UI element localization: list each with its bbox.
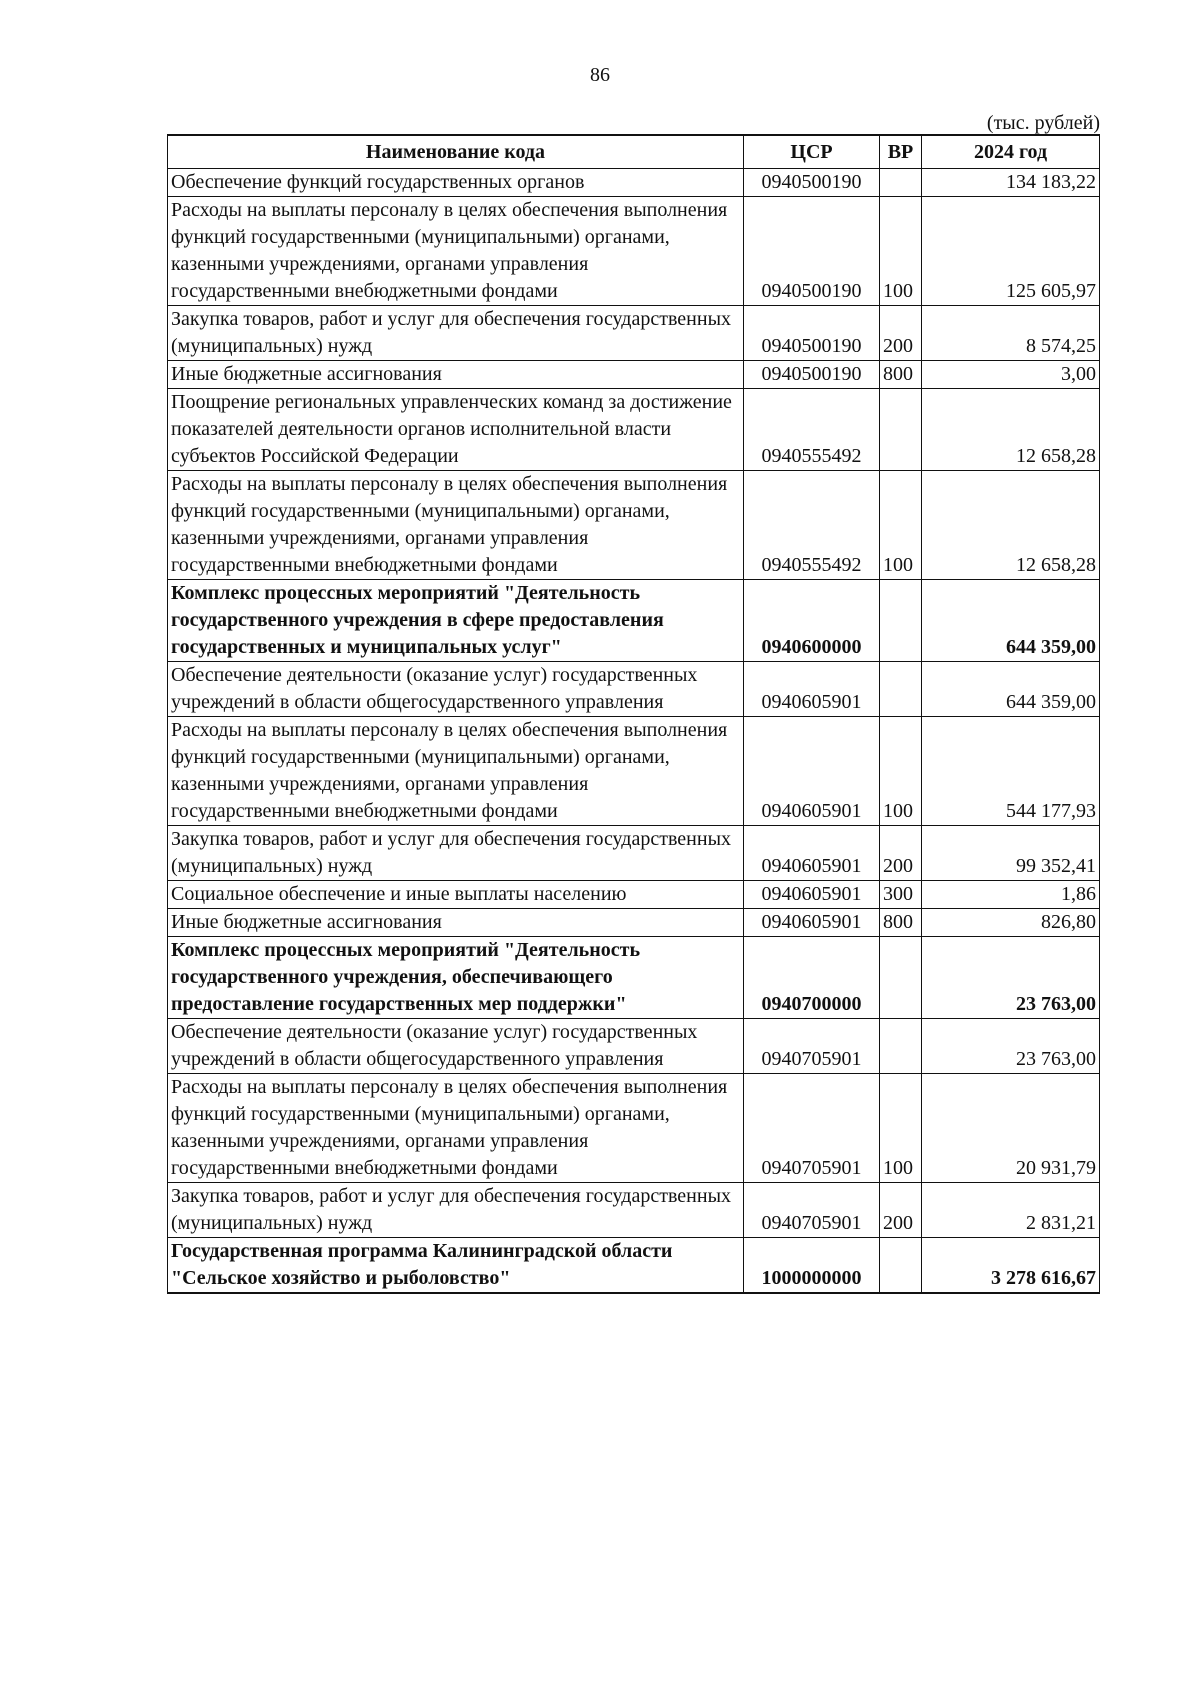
cell-sum: 134 183,22 bbox=[922, 169, 1100, 197]
cell-sum: 3,00 bbox=[922, 361, 1100, 389]
cell-name: Закупка товаров, работ и услуг для обеспечения государственных (муниципальных) нужд bbox=[168, 826, 744, 881]
cell-name: Обеспечение функций государственных органов bbox=[168, 169, 744, 197]
cell-csr: 0940705901 bbox=[744, 1183, 880, 1238]
cell-sum: 23 763,00 bbox=[922, 937, 1100, 1019]
cell-name: Социальное обеспечение и иные выплаты населению bbox=[168, 881, 744, 909]
table-header-row bbox=[168, 135, 1100, 169]
cell-vr: 800 bbox=[880, 909, 922, 937]
cell-vr: 100 bbox=[880, 197, 922, 306]
table-row bbox=[168, 937, 1100, 1019]
cell-csr: 0940500190 bbox=[744, 306, 880, 361]
cell-vr: 200 bbox=[880, 826, 922, 881]
cell-csr: 0940500190 bbox=[744, 197, 880, 306]
cell-name: Иные бюджетные ассигнования bbox=[168, 361, 744, 389]
cell-csr: 0940555492 bbox=[744, 471, 880, 580]
table-row bbox=[168, 361, 1100, 389]
cell-sum: 3 278 616,67 bbox=[922, 1238, 1100, 1294]
cell-sum: 125 605,97 bbox=[922, 197, 1100, 306]
table-body bbox=[168, 169, 1100, 1294]
cell-sum: 99 352,41 bbox=[922, 826, 1100, 881]
cell-csr: 0940705901 bbox=[744, 1074, 880, 1183]
header-year: 2024 год bbox=[922, 135, 1100, 169]
table-row bbox=[168, 471, 1100, 580]
table-row bbox=[168, 197, 1100, 306]
cell-csr: 0940555492 bbox=[744, 389, 880, 471]
cell-name: Обеспечение деятельности (оказание услуг) государственных учреждений в области общегосударственного управления bbox=[168, 1019, 744, 1074]
table-row bbox=[168, 826, 1100, 881]
cell-name: Расходы на выплаты персоналу в целях обеспечения выполнения функций государственными (муниципальными) органами, казенными учреждениями, органами управления государственными внебюджетными фондами bbox=[168, 1074, 744, 1183]
cell-csr: 1000000000 bbox=[744, 1238, 880, 1294]
cell-csr: 0940605901 bbox=[744, 826, 880, 881]
cell-name: Государственная программа Калининградской области "Сельское хозяйство и рыболовство" bbox=[168, 1238, 744, 1294]
cell-sum: 20 931,79 bbox=[922, 1074, 1100, 1183]
cell-csr: 0940605901 bbox=[744, 717, 880, 826]
cell-vr: 100 bbox=[880, 717, 922, 826]
cell-sum: 12 658,28 bbox=[922, 471, 1100, 580]
cell-name: Комплекс процессных мероприятий "Деятельность государственного учреждения, обеспечивающего предоставление государственных мер поддержки" bbox=[168, 937, 744, 1019]
cell-vr: 100 bbox=[880, 471, 922, 580]
cell-name: Закупка товаров, работ и услуг для обеспечения государственных (муниципальных) нужд bbox=[168, 306, 744, 361]
header-vr: ВР bbox=[880, 135, 922, 169]
cell-vr bbox=[880, 169, 922, 197]
table-row bbox=[168, 306, 1100, 361]
cell-csr: 0940605901 bbox=[744, 909, 880, 937]
cell-csr: 0940700000 bbox=[744, 937, 880, 1019]
cell-name: Комплекс процессных мероприятий "Деятельность государственного учреждения в сфере предоставления государственных и муниципальных услуг" bbox=[168, 580, 744, 662]
cell-csr: 0940600000 bbox=[744, 580, 880, 662]
cell-sum: 8 574,25 bbox=[922, 306, 1100, 361]
header-csr: ЦСР bbox=[744, 135, 880, 169]
table-row bbox=[168, 169, 1100, 197]
cell-csr: 0940605901 bbox=[744, 662, 880, 717]
page-number: 86 bbox=[590, 64, 610, 86]
table-row bbox=[168, 1183, 1100, 1238]
table-row bbox=[168, 881, 1100, 909]
cell-vr bbox=[880, 662, 922, 717]
table-row bbox=[168, 580, 1100, 662]
cell-sum: 1,86 bbox=[922, 881, 1100, 909]
cell-vr: 800 bbox=[880, 361, 922, 389]
cell-vr bbox=[880, 1019, 922, 1074]
cell-sum: 2 831,21 bbox=[922, 1183, 1100, 1238]
cell-name: Расходы на выплаты персоналу в целях обеспечения выполнения функций государственными (муниципальными) органами, казенными учреждениями, органами управления государственными внебюджетными фондами bbox=[168, 717, 744, 826]
cell-name: Расходы на выплаты персоналу в целях обеспечения выполнения функций государственными (муниципальными) органами, казенными учреждениями, органами управления государственными внебюджетными фондами bbox=[168, 197, 744, 306]
cell-vr: 200 bbox=[880, 1183, 922, 1238]
cell-vr bbox=[880, 1238, 922, 1294]
table-row bbox=[168, 1074, 1100, 1183]
budget-table bbox=[167, 134, 1100, 1294]
cell-sum: 23 763,00 bbox=[922, 1019, 1100, 1074]
cell-sum: 12 658,28 bbox=[922, 389, 1100, 471]
cell-vr: 200 bbox=[880, 306, 922, 361]
table-row bbox=[168, 909, 1100, 937]
cell-vr bbox=[880, 937, 922, 1019]
cell-csr: 0940500190 bbox=[744, 361, 880, 389]
cell-name: Иные бюджетные ассигнования bbox=[168, 909, 744, 937]
header-name: Наименование кода bbox=[168, 135, 744, 169]
cell-vr: 300 bbox=[880, 881, 922, 909]
cell-name: Закупка товаров, работ и услуг для обеспечения государственных (муниципальных) нужд bbox=[168, 1183, 744, 1238]
table-row bbox=[168, 1019, 1100, 1074]
cell-sum: 644 359,00 bbox=[922, 580, 1100, 662]
table-row bbox=[168, 1238, 1100, 1294]
cell-csr: 0940500190 bbox=[744, 169, 880, 197]
cell-csr: 0940705901 bbox=[744, 1019, 880, 1074]
cell-name: Поощрение региональных управленческих команд за достижение показателей деятельности органов исполнительной власти субъектов Российской Федерации bbox=[168, 389, 744, 471]
cell-vr: 100 bbox=[880, 1074, 922, 1183]
cell-sum: 544 177,93 bbox=[922, 717, 1100, 826]
cell-csr: 0940605901 bbox=[744, 881, 880, 909]
cell-sum: 826,80 bbox=[922, 909, 1100, 937]
cell-vr bbox=[880, 580, 922, 662]
cell-name: Расходы на выплаты персоналу в целях обеспечения выполнения функций государственными (муниципальными) органами, казенными учреждениями, органами управления государственными внебюджетными фондами bbox=[168, 471, 744, 580]
cell-name: Обеспечение деятельности (оказание услуг) государственных учреждений в области общегосударственного управления bbox=[168, 662, 744, 717]
table-row bbox=[168, 662, 1100, 717]
units-label: (тыс. рублей) bbox=[986, 112, 1100, 134]
cell-vr bbox=[880, 389, 922, 471]
table-row bbox=[168, 717, 1100, 826]
cell-sum: 644 359,00 bbox=[922, 662, 1100, 717]
table-row bbox=[168, 389, 1100, 471]
